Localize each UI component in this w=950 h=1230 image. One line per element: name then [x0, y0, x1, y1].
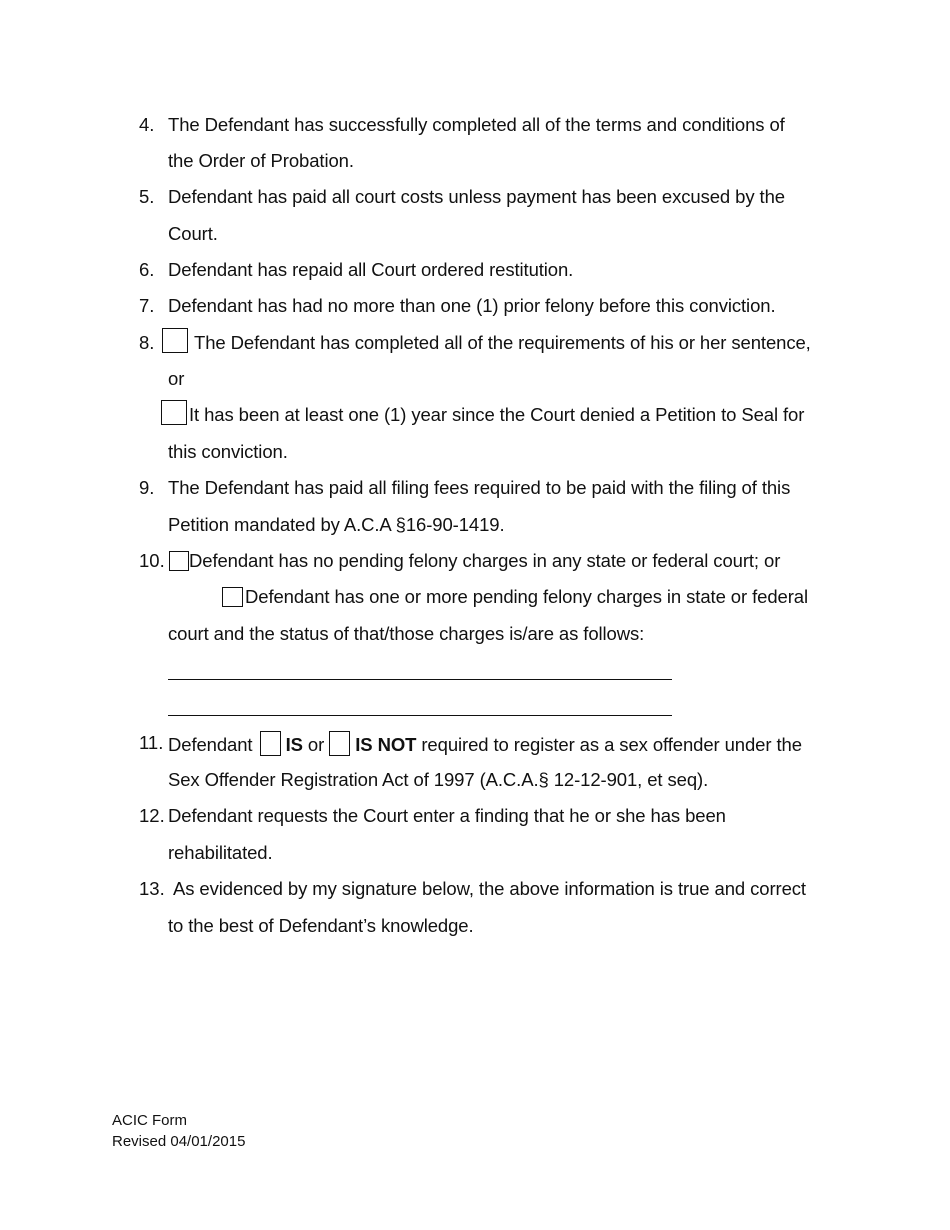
item-10-status-blank-line-1[interactable] — [168, 679, 672, 680]
item-5-number: 5. — [139, 186, 155, 207]
item-11-is-not-checkbox[interactable] — [329, 731, 350, 756]
item-13-text-line2: to the best of Defendant’s knowledge. — [168, 915, 474, 936]
item-10-option-a-checkbox[interactable] — [169, 551, 189, 571]
item-4-text-line2: the Order of Probation. — [168, 150, 354, 171]
item-9-text-line2: Petition mandated by A.C.A §16-90-1419. — [168, 514, 505, 535]
item-11-text-line1 — [168, 731, 802, 757]
item-11-text-line2: Sex Offender Registration Act of 1997 (A.C.A.§ 12-12-901, et seq). — [168, 769, 709, 790]
item-11-is-not-label: IS NOT — [355, 734, 417, 755]
item-11-prefix: Defendant — [168, 734, 253, 755]
item-8-option-b-checkbox[interactable] — [161, 400, 187, 425]
item-9-number: 9. — [139, 477, 155, 498]
item-8-option-a-text: The Defendant has completed all of the requirements of his or her sentence, — [194, 332, 811, 353]
item-12-number: 12. — [139, 805, 165, 826]
item-10-status-blank-line-2[interactable] — [168, 715, 672, 716]
item-11-suffix: required to register as a sex offender under the — [421, 734, 802, 755]
footer-form-name: ACIC Form — [112, 1112, 187, 1129]
item-4-number: 4. — [139, 114, 155, 135]
item-8-option-a-checkbox[interactable] — [162, 328, 188, 353]
item-6-text: Defendant has repaid all Court ordered restitution. — [168, 259, 574, 280]
item-8-or-text: or — [168, 368, 185, 389]
item-11-is-label: IS — [285, 734, 303, 755]
item-9-text-line1: The Defendant has paid all filing fees required to be paid with the filing of this — [168, 477, 791, 498]
item-8-option-b-text-line2: this conviction. — [168, 441, 288, 462]
item-10-option-b-text-line1: Defendant has one or more pending felony charges in state or federal — [245, 586, 808, 607]
item-11-number: 11. — [139, 732, 164, 753]
item-11-is-checkbox[interactable] — [260, 731, 281, 756]
footer-revised-date: Revised 04/01/2015 — [112, 1133, 246, 1150]
item-7-number: 7. — [139, 295, 155, 316]
item-10-option-b-checkbox[interactable] — [222, 587, 243, 607]
item-5-text-line2: Court. — [168, 223, 218, 244]
item-13-number: 13. — [139, 878, 165, 899]
item-8-number: 8. — [139, 332, 155, 353]
item-8-option-b-text-line1: It has been at least one (1) year since the Court denied a Petition to Seal for — [189, 404, 805, 425]
item-12-text-line2: rehabilitated. — [168, 842, 273, 863]
item-12-text-line1: Defendant requests the Court enter a finding that he or she has been — [168, 805, 726, 826]
item-5-text-line1: Defendant has paid all court costs unless payment has been excused by the — [168, 186, 785, 207]
item-11-or: or — [307, 734, 325, 755]
item-13-text-line1: As evidenced by my signature below, the above information is true and correct — [173, 878, 806, 899]
item-4-text-line1: The Defendant has successfully completed all of the terms and conditions of — [168, 114, 785, 135]
item-7-text: Defendant has had no more than one (1) prior felony before this conviction. — [168, 295, 776, 316]
item-10-number: 10. — [139, 550, 165, 571]
item-10-option-a-text: Defendant has no pending felony charges in any state or federal court; or — [189, 550, 781, 571]
item-10-option-b-text-line2: court and the status of that/those charges is/are as follows: — [168, 623, 645, 644]
item-6-number: 6. — [139, 259, 155, 280]
